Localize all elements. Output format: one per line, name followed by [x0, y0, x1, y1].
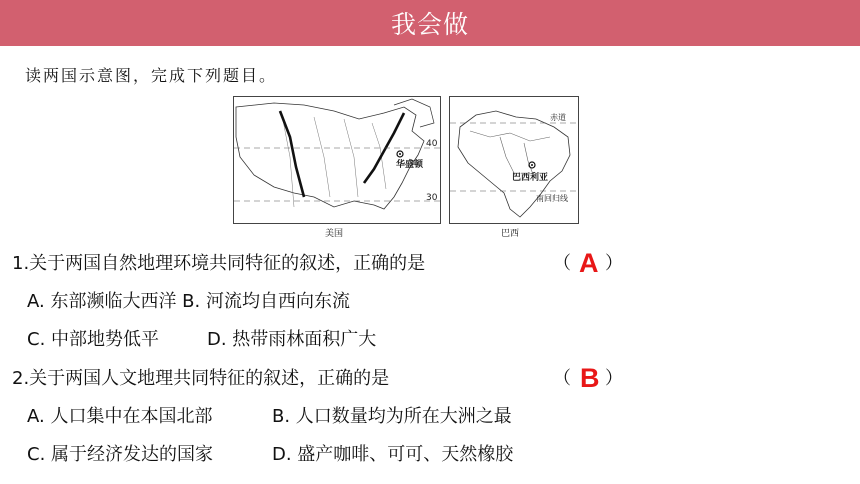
latitude-30-label: 30: [426, 193, 438, 203]
brazil-map-caption: 巴西: [501, 229, 520, 239]
instruction-text: 读两国示意图，完成下列题目。: [25, 66, 278, 85]
question-2-option-d: D. 盛产咖啡、可可、天然橡胶: [272, 444, 514, 465]
question-2-stem: 2.关于两国人文地理共同特征的叙述，正确的是: [12, 368, 390, 389]
tropic-label: 南回归线: [536, 194, 568, 203]
question-1-option-c: C. 中部地势低平: [27, 329, 160, 350]
question-2-option-c: C. 属于经济发达的国家: [27, 444, 214, 465]
equator-label: 赤道: [550, 113, 566, 122]
question-2-option-a: A. 人口集中在本国北部: [27, 406, 213, 427]
header-bar: [0, 0, 860, 46]
question-2-paren-open: （: [553, 368, 571, 389]
question-1-stem: 1.关于两国自然地理环境共同特征的叙述，正确的是: [12, 253, 426, 274]
us-map: [233, 96, 441, 224]
question-1-option-d: D. 热带雨林面积广大: [207, 329, 377, 350]
latitude-40-label: 40: [426, 139, 438, 149]
question-2-option-b: B. 人口数量均为所在大洲之最: [272, 406, 512, 427]
question-1-option-ab: A. 东部濒临大西洋 B. 河流均自西向东流: [27, 291, 350, 312]
brazil-capital-label: 巴西利亚: [512, 173, 549, 183]
question-1-paren-open: （: [553, 253, 571, 274]
question-1-answer: A: [579, 248, 599, 278]
us-map-caption: 美国: [325, 229, 344, 239]
question-2-paren-close: ）: [605, 368, 623, 389]
question-2-answer: B: [580, 363, 600, 393]
page-title: 我会做: [390, 10, 469, 39]
us-capital-label: 华盛顿: [396, 160, 424, 170]
brazil-map: [449, 96, 579, 224]
question-1-paren-close: ）: [605, 253, 623, 274]
